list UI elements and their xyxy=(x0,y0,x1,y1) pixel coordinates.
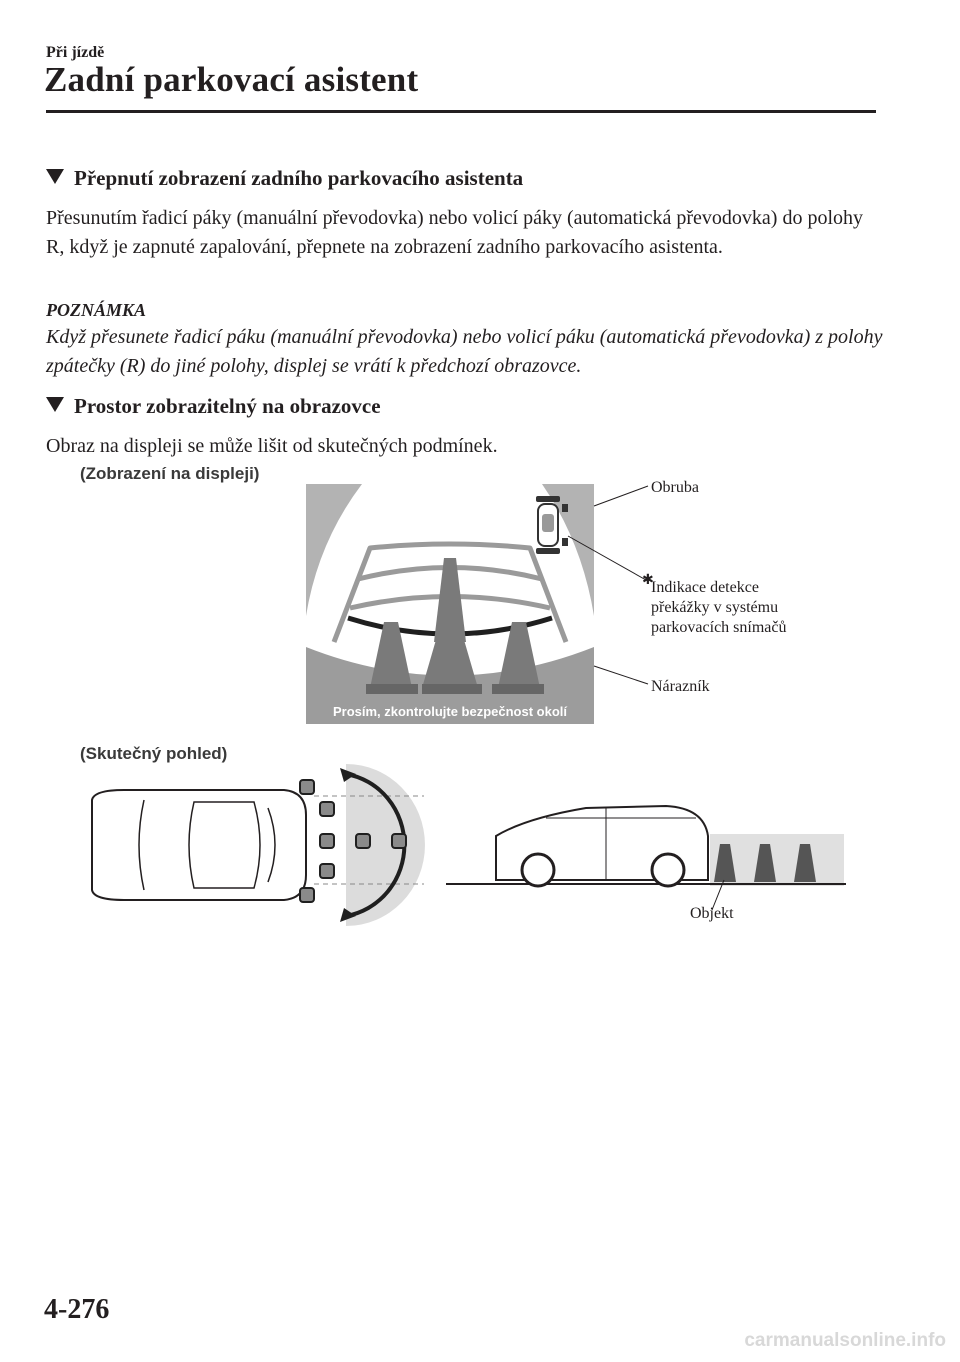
note-body: Když přesunete řadicí páku (manuální převodovka) nebo volicí páku (automatická převodovka) z polohy zpátečky (R) do jiné polohy, displej se vrátí k předchozí obrazovce. xyxy=(46,326,883,377)
page-number: 4-276 xyxy=(44,1294,110,1325)
callout-bumper: Nárazník xyxy=(651,678,710,695)
note-heading: POZNÁMKA xyxy=(46,300,147,320)
section-heading-text: Přepnutí zobrazení zadního parkovacího asistenta xyxy=(74,166,524,190)
car-side-view xyxy=(496,806,708,886)
svg-text:✱: ✱ xyxy=(642,573,654,588)
callout-object: Objekt xyxy=(690,905,734,922)
section-heading-switch-display xyxy=(46,166,523,191)
side-view-illustration xyxy=(446,790,846,890)
screen-safety-message: Prosím, zkontrolujte bezpečnost okolí xyxy=(332,704,568,719)
section-heading-display-area xyxy=(46,394,381,419)
section-body-switch-display: Přesunutím řadicí páky (manuální převodovka) nebo volicí páky (automatická převodovka) do polohy R, když je zapnuté zapalování, přepnete na zobrazení zadního parkovacího asistenta. xyxy=(46,207,864,258)
breadcrumb: Při jízdě xyxy=(46,44,105,61)
page-title: Zadní parkovací asistent xyxy=(44,60,419,99)
callout-indicator-line1: Indikace detekce xyxy=(651,579,759,596)
section-heading-text: Prostor zobrazitelný na obrazovce xyxy=(74,394,381,418)
actual-view-label: (Skutečný pohled) xyxy=(80,744,228,763)
watermark: carmanualsonline.info xyxy=(744,1330,946,1351)
callout-lines xyxy=(590,480,652,700)
display-screen-illustration xyxy=(300,482,600,724)
triangle-bullet-icon xyxy=(46,397,64,412)
display-view-label: (Zobrazení na displeji) xyxy=(80,464,260,483)
car-top-view xyxy=(92,790,306,900)
top-view-illustration xyxy=(84,760,430,930)
callout-curb: Obruba xyxy=(651,479,699,496)
title-divider xyxy=(46,110,876,113)
triangle-bullet-icon xyxy=(46,169,64,184)
cones xyxy=(714,844,816,882)
callout-indicator-line2: překážky v systému xyxy=(651,599,779,616)
callout-indicator-line3: parkovacích snímačů xyxy=(651,619,787,636)
section-body-display-area: Obraz na displeji se může lišit od skutečných podmínek. xyxy=(46,435,498,457)
